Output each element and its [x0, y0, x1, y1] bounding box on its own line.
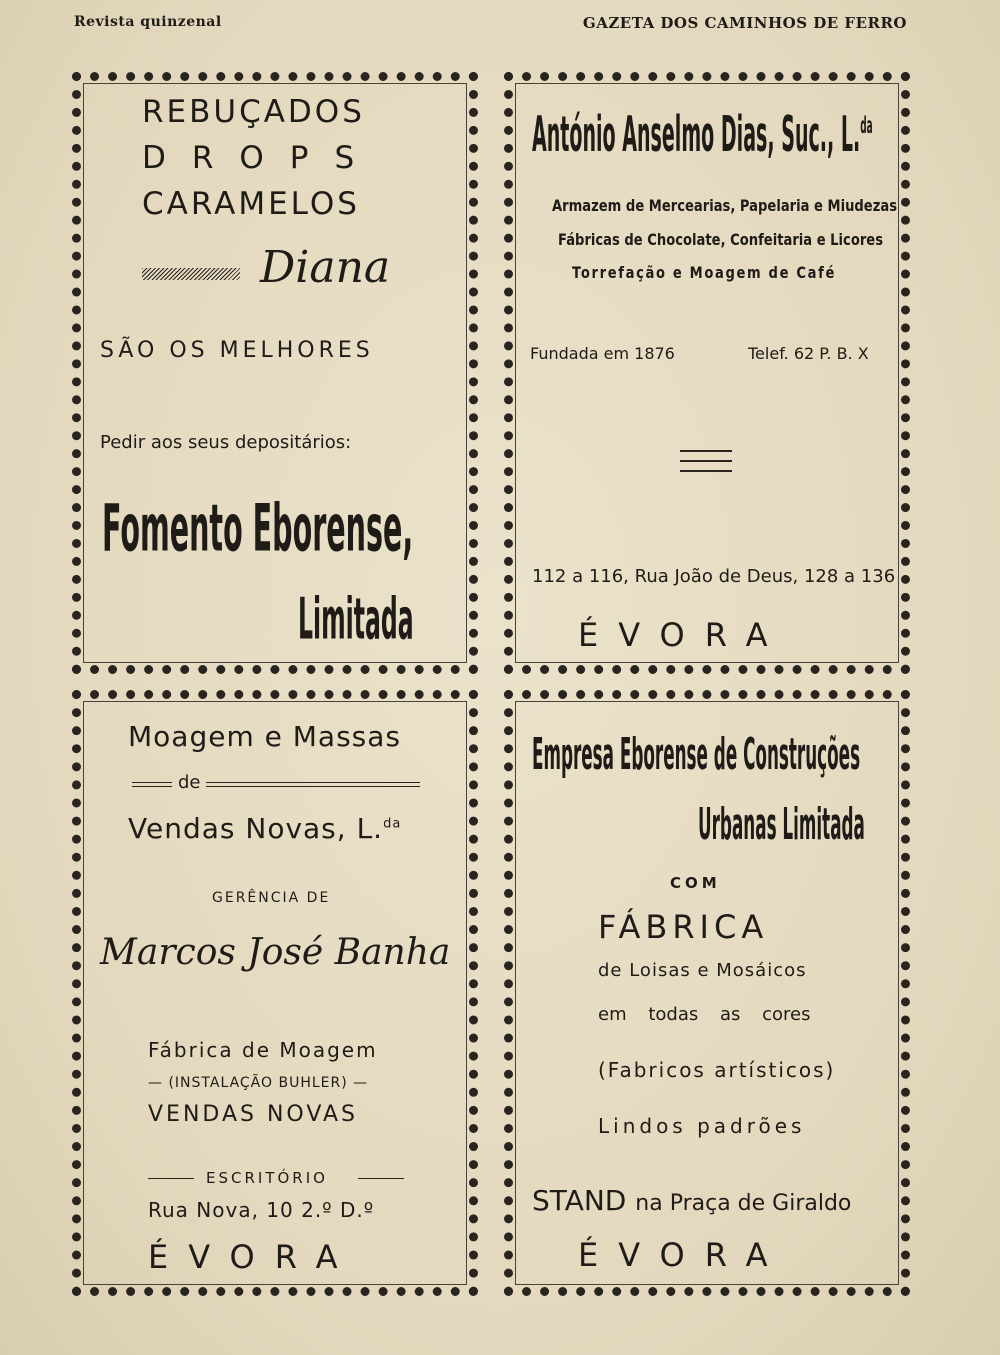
ad3-office-rule-left — [148, 1178, 194, 1179]
ad1-company-line2: Limitada — [298, 586, 414, 652]
ad3-rule-right — [206, 782, 420, 787]
ad4-city: ÉVORA — [578, 1236, 788, 1274]
ad3-office-label: ESCRITÓRIO — [206, 1169, 328, 1187]
ad4-padroes: Lindos padrões — [598, 1114, 806, 1138]
ad4-stand: STAND na Praça de Giraldo — [532, 1184, 852, 1217]
header-right: GAZETA DOS CAMINHOS DE FERRO — [582, 14, 907, 32]
ad4-name-line1: Empresa Eborense de Construções — [532, 730, 861, 781]
ad4-cores: em todas as cores — [598, 1004, 811, 1025]
ad1-line-rebucados: REBUÇADOS — [142, 94, 365, 130]
ad3-manager-name: Marcos José Banha — [100, 932, 451, 973]
ad1-brand-diana: Diana — [260, 242, 391, 293]
header-left: Revista quinzenal — [74, 14, 222, 30]
ad4-loisas: de Loisas e Mosáicos — [598, 960, 807, 981]
ad4-name-line2: Urbanas Limitada — [698, 800, 865, 851]
ad1-company-line1: Fomento Eborense, — [102, 490, 414, 566]
ad2-founded: Fundada em 1876 — [530, 344, 675, 363]
ad2-desc-line2: Fábricas de Chocolate, Confeitaria e Licores — [558, 230, 884, 249]
ad3-factory: Fábrica de Moagem — [148, 1038, 378, 1062]
ad1-line-drops: DROPS — [142, 140, 381, 176]
ad-empresa-eborense-construcoes — [504, 690, 910, 1296]
ad3-city: ÉVORA — [148, 1238, 358, 1276]
ad1-slogan: SÃO OS MELHORES — [100, 338, 374, 363]
ad3-installation: — (INSTALAÇÃO BUHLER) — — [148, 1075, 369, 1091]
ad-moagem-vendas-novas — [72, 690, 478, 1296]
ad2-city: ÉVORA — [578, 616, 788, 654]
ad3-office-rule-right — [358, 1178, 404, 1179]
ad-antonio-anselmo-dias — [504, 72, 910, 674]
ad2-name-superscript: da — [860, 111, 873, 139]
ad2-phone: Telef. 62 P. B. X — [748, 344, 869, 363]
ad3-line3-superscript: da — [383, 816, 402, 832]
ad3-management-label: GERÊNCIA DE — [212, 890, 331, 906]
ad3-address: Rua Nova, 10 2.º D.º — [148, 1198, 375, 1222]
ad3-line1: Moagem e Massas — [128, 720, 401, 753]
ad1-stripe-decoration — [142, 268, 240, 280]
ad3-rule-left — [132, 782, 172, 787]
ad3-line2: de — [178, 772, 201, 793]
ad2-address: 112 a 116, Rua João de Deus, 128 a 136 — [532, 566, 896, 587]
ad4-fabrica: FÁBRICA — [598, 908, 769, 946]
ad-diana-candies — [72, 72, 478, 674]
ad4-com: COM — [670, 874, 721, 892]
ad2-company-name: António Anselmo Dias, Suc., L.$^{da}$ — [532, 106, 873, 164]
ad3-place: VENDAS NOVAS — [148, 1102, 359, 1127]
ad1-ask-depositaries: Pedir aos seus depositários: — [100, 432, 352, 453]
ad3-line3: Vendas Novas, L.$^{da}$ — [128, 812, 402, 845]
ad2-desc-line3: Torrefação e Moagem de Café — [572, 263, 836, 282]
ad4-artisticos: (Fabricos artísticos) — [598, 1058, 836, 1082]
ad2-desc-line1: Armazem de Mercearias, Papelaria e Miudezas — [552, 196, 898, 215]
ad1-line-caramelos: CARAMELOS — [142, 186, 360, 222]
